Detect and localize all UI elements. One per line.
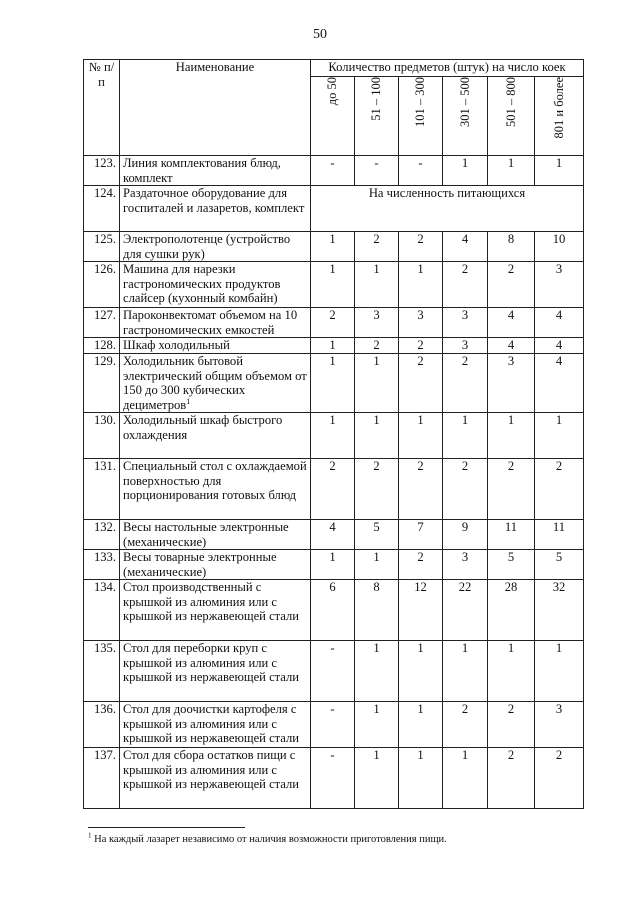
item-name [120, 702, 311, 748]
quantity-cell: 1 [355, 702, 399, 748]
item-name-text: Стол производственный с крышкой из алюминия или с крышкой из нержавеющей стали [123, 580, 300, 623]
quantity-cell: 3 [443, 550, 488, 580]
table-row [84, 641, 584, 702]
row-number: 128. [84, 338, 120, 354]
item-name-text: Стол для сбора остатков пищи с крышкой из алюминия или с крышкой из нержавеющей стали [123, 748, 300, 791]
quantity-cell: 1 [535, 156, 584, 186]
row-number: 123. [84, 156, 120, 186]
quantity-cell: 2 [488, 748, 535, 809]
quantity-cell: 9 [443, 520, 488, 550]
quantity-cell: 2 [488, 262, 535, 308]
row-number: 126. [84, 262, 120, 308]
row-number: 131. [84, 459, 120, 520]
quantity-cell: 2 [488, 702, 535, 748]
quantity-cell: 2 [355, 338, 399, 354]
table-row [84, 156, 584, 186]
item-name-text: Холодильный шкаф быстрого охлаждения [123, 413, 283, 442]
quantity-cell: 1 [488, 413, 535, 459]
quantity-cell: 2 [443, 459, 488, 520]
quantity-cell: 4 [488, 308, 535, 338]
item-name-text: Специальный стол с охлаждаемой поверхностью для порционирования готовых блюд [123, 459, 307, 502]
row-number: 127. [84, 308, 120, 338]
quantity-cell: 1 [355, 748, 399, 809]
header-range: до 50 [311, 77, 355, 156]
equipment-table [83, 59, 584, 809]
quantity-cell: 1 [311, 354, 355, 413]
table-row [84, 308, 584, 338]
footnote [88, 831, 447, 845]
row-number: 130. [84, 413, 120, 459]
footnote-mark: 1 [88, 831, 92, 840]
quantity-cell: 28 [488, 580, 535, 641]
table-row [84, 580, 584, 641]
row-number: 136. [84, 702, 120, 748]
header-row-top [84, 60, 584, 77]
quantity-cell: 4 [443, 232, 488, 262]
quantity-cell: 2 [535, 748, 584, 809]
row-number: 135. [84, 641, 120, 702]
quantity-cell: 3 [443, 308, 488, 338]
quantity-cell: 1 [355, 641, 399, 702]
item-name [120, 354, 311, 413]
quantity-cell: 1 [535, 641, 584, 702]
quantity-cell: 1 [311, 262, 355, 308]
quantity-cell: 2 [311, 459, 355, 520]
item-name-text: Машина для нарезки гастрономических продуктов слайсер (кухонный комбайн) [123, 262, 281, 305]
quantity-cell: 8 [488, 232, 535, 262]
quantity-cell: 3 [535, 262, 584, 308]
item-name [120, 748, 311, 809]
table-row [84, 748, 584, 809]
table-row [84, 520, 584, 550]
item-name [120, 550, 311, 580]
item-name-text: Шкаф холодильный [123, 338, 230, 352]
quantity-cell: 4 [311, 520, 355, 550]
quantity-note: На численность питающихся [311, 186, 584, 232]
quantity-cell: 7 [399, 520, 443, 550]
item-name [120, 338, 311, 354]
quantity-cell: 32 [535, 580, 584, 641]
table-row [84, 550, 584, 580]
quantity-cell: 2 [399, 338, 443, 354]
quantity-cell: - [311, 641, 355, 702]
quantity-cell: 1 [355, 262, 399, 308]
item-name [120, 413, 311, 459]
quantity-cell: 3 [399, 308, 443, 338]
row-number: 137. [84, 748, 120, 809]
row-number: 133. [84, 550, 120, 580]
quantity-cell: 1 [488, 156, 535, 186]
table-row [84, 338, 584, 354]
quantity-cell: 1 [399, 641, 443, 702]
item-name-text: Весы товарные электронные (механические) [123, 550, 277, 579]
header-range: 301 – 500 [443, 77, 488, 156]
item-name-text: Раздаточное оборудование для госпиталей и лазаретов, комплект [123, 186, 305, 215]
quantity-cell: 3 [443, 338, 488, 354]
page-number: 50 [313, 27, 327, 42]
quantity-cell: 1 [311, 413, 355, 459]
row-number: 125. [84, 232, 120, 262]
quantity-cell: 1 [443, 748, 488, 809]
quantity-cell: 2 [399, 232, 443, 262]
row-number: 134. [84, 580, 120, 641]
quantity-cell: 1 [535, 413, 584, 459]
quantity-cell: - [355, 156, 399, 186]
table-row [84, 702, 584, 748]
quantity-cell: 10 [535, 232, 584, 262]
header-name: Наименование [120, 60, 311, 156]
item-name [120, 520, 311, 550]
header-range: 801 и более [535, 77, 584, 156]
table-row [84, 459, 584, 520]
item-name [120, 186, 311, 232]
table-body [84, 156, 584, 809]
quantity-cell: 2 [535, 459, 584, 520]
quantity-cell: 1 [355, 354, 399, 413]
quantity-cell: 5 [355, 520, 399, 550]
row-number: 129. [84, 354, 120, 413]
quantity-cell: 1 [443, 413, 488, 459]
item-name [120, 641, 311, 702]
quantity-cell: 1 [443, 641, 488, 702]
quantity-cell: 1 [311, 338, 355, 354]
quantity-cell: 1 [355, 413, 399, 459]
item-name [120, 459, 311, 520]
table-row [84, 413, 584, 459]
footnote-text: На каждый лазарет независимо от наличия возможности приготовления пищи. [94, 834, 447, 845]
quantity-cell: 2 [488, 459, 535, 520]
quantity-cell: 5 [535, 550, 584, 580]
quantity-cell: 3 [355, 308, 399, 338]
quantity-cell: - [311, 156, 355, 186]
quantity-cell: 11 [535, 520, 584, 550]
item-name-text: Стол для переборки круп с крышкой из алюминия или с крышкой из нержавеющей стали [123, 641, 300, 684]
quantity-cell: 1 [399, 413, 443, 459]
table-row [84, 354, 584, 413]
row-number: 124. [84, 186, 120, 232]
quantity-cell: 2 [443, 262, 488, 308]
row-number: 132. [84, 520, 120, 550]
quantity-cell: 11 [488, 520, 535, 550]
table-row [84, 232, 584, 262]
item-name-text: Пароконвектомат объемом на 10 гастрономических емкостей [123, 308, 298, 337]
quantity-cell: 2 [443, 702, 488, 748]
quantity-cell: 2 [399, 459, 443, 520]
quantity-cell: 2 [399, 354, 443, 413]
quantity-cell: 2 [355, 232, 399, 262]
quantity-cell: 22 [443, 580, 488, 641]
quantity-cell: 1 [355, 550, 399, 580]
quantity-cell: 8 [355, 580, 399, 641]
item-name-text: Стол для доочистки картофеля с крышкой из алюминия или с крышкой из нержавеющей стали [123, 702, 300, 745]
quantity-cell: 3 [535, 702, 584, 748]
quantity-cell: 4 [535, 308, 584, 338]
quantity-cell: 3 [488, 354, 535, 413]
footnote-reference: 1 [186, 396, 191, 406]
header-range: 501 – 800 [488, 77, 535, 156]
quantity-cell: 1 [311, 232, 355, 262]
header-range: 51 – 100 [355, 77, 399, 156]
quantity-cell: 2 [311, 308, 355, 338]
quantity-cell: 5 [488, 550, 535, 580]
quantity-cell: 1 [488, 641, 535, 702]
item-name-text: Линия комплектования блюд, комплект [123, 156, 281, 185]
quantity-cell: 1 [399, 262, 443, 308]
quantity-cell: 4 [535, 338, 584, 354]
quantity-cell: 1 [311, 550, 355, 580]
item-name-text: Электрополотенце (устройство для сушки рук) [123, 232, 291, 261]
quantity-cell: - [311, 702, 355, 748]
quantity-cell: 2 [443, 354, 488, 413]
table-row [84, 262, 584, 308]
quantity-cell: 12 [399, 580, 443, 641]
item-name [120, 308, 311, 338]
quantity-cell: 1 [443, 156, 488, 186]
table-row [84, 186, 584, 232]
quantity-cell: - [311, 748, 355, 809]
item-name [120, 156, 311, 186]
header-num: № п/п [84, 60, 120, 156]
item-name-text: Холодильник бытовой электрический общим объемом от 150 до 300 кубических дециметров [123, 354, 307, 412]
quantity-cell: 6 [311, 580, 355, 641]
header-quantity-group: Количество предметов (штук) на число коек [311, 60, 584, 77]
item-name [120, 580, 311, 641]
footnote-divider [88, 827, 245, 828]
quantity-cell: 2 [399, 550, 443, 580]
item-name-text: Весы настольные электронные (механические) [123, 520, 289, 549]
item-name [120, 232, 311, 262]
quantity-cell: 4 [488, 338, 535, 354]
item-name [120, 262, 311, 308]
quantity-cell: 1 [399, 748, 443, 809]
quantity-cell: 2 [355, 459, 399, 520]
quantity-cell: - [399, 156, 443, 186]
header-range: 101 – 300 [399, 77, 443, 156]
quantity-cell: 4 [535, 354, 584, 413]
quantity-cell: 1 [399, 702, 443, 748]
